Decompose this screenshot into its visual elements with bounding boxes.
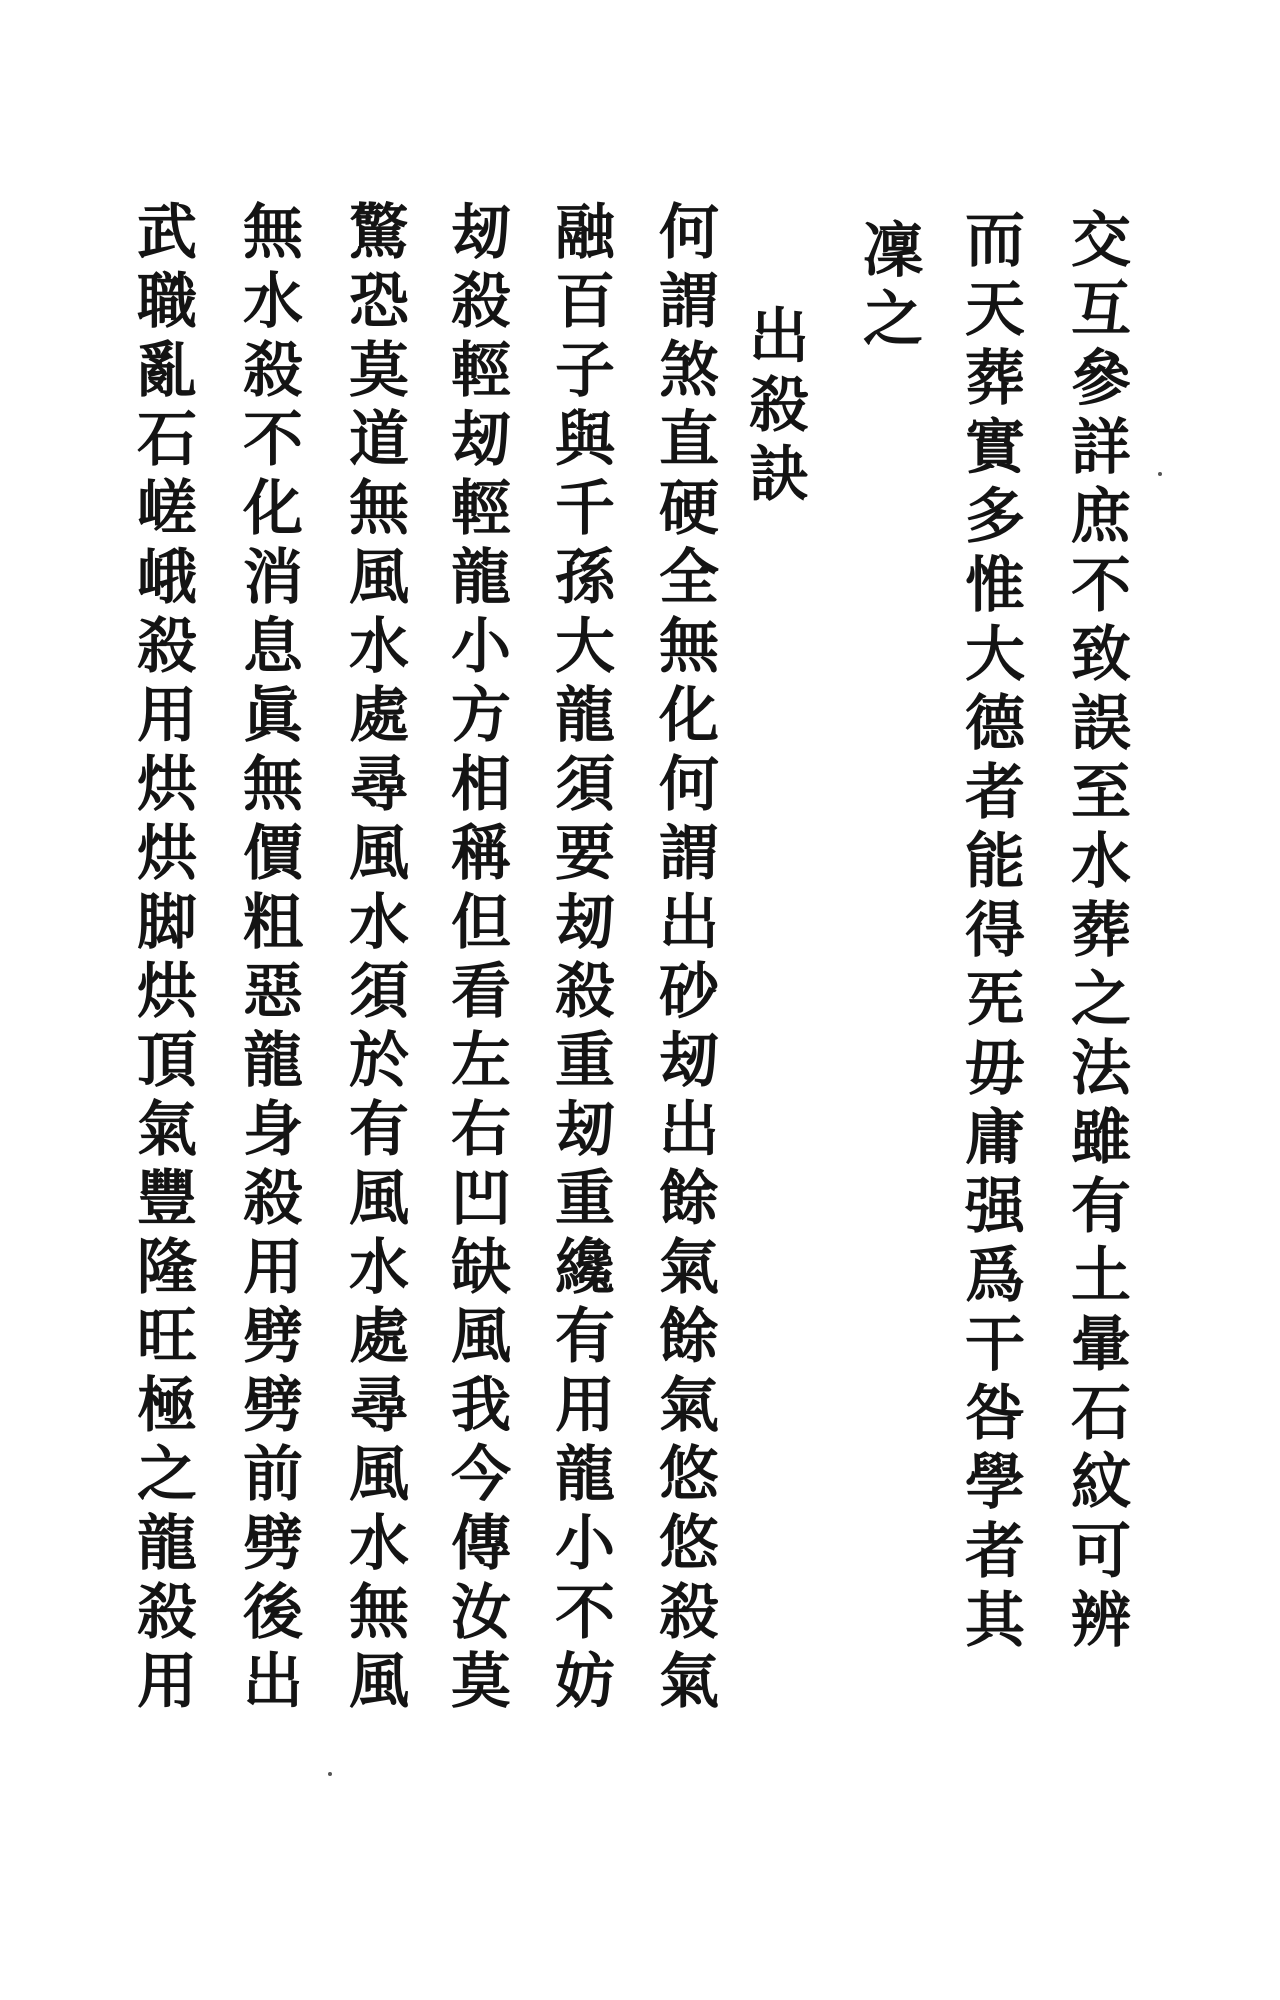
text-column-8: 驚恐莫道無風水處尋風水須於有風水處尋風水無風 xyxy=(339,200,409,1718)
section-heading: 出殺訣 xyxy=(739,304,809,511)
ink-speck xyxy=(328,1772,332,1776)
text-column-7: 刼殺輕刼輕龍小方相稱但看左右凹缺風我今傳汝莫 xyxy=(441,200,511,1718)
text-column-3: 凜之 xyxy=(853,218,923,356)
text-column-6: 融百子與千孫大龍須要刼殺重刼重纔有用龍小不妨 xyxy=(545,200,615,1718)
text-column-1: 交互參詳庶不致誤至水葬之法雖有土暈石紋可辨 xyxy=(1061,208,1131,1657)
text-column-9: 無水殺不化消息眞無價粗惡龍身殺用劈劈前劈後出 xyxy=(233,200,303,1718)
text-column-2: 而天葬實多惟大德者能得𠀡毋庸强爲干咎學者其 xyxy=(955,208,1025,1657)
ink-speck xyxy=(1158,472,1162,476)
text-column-10: 武職亂石嵯峨殺用烘烘脚烘頂氣豐隆旺極之龍殺用 xyxy=(127,200,197,1718)
text-column-5: 何謂煞直硬全無化何謂出砂刼出餘氣餘氣悠悠殺氣 xyxy=(649,200,719,1718)
